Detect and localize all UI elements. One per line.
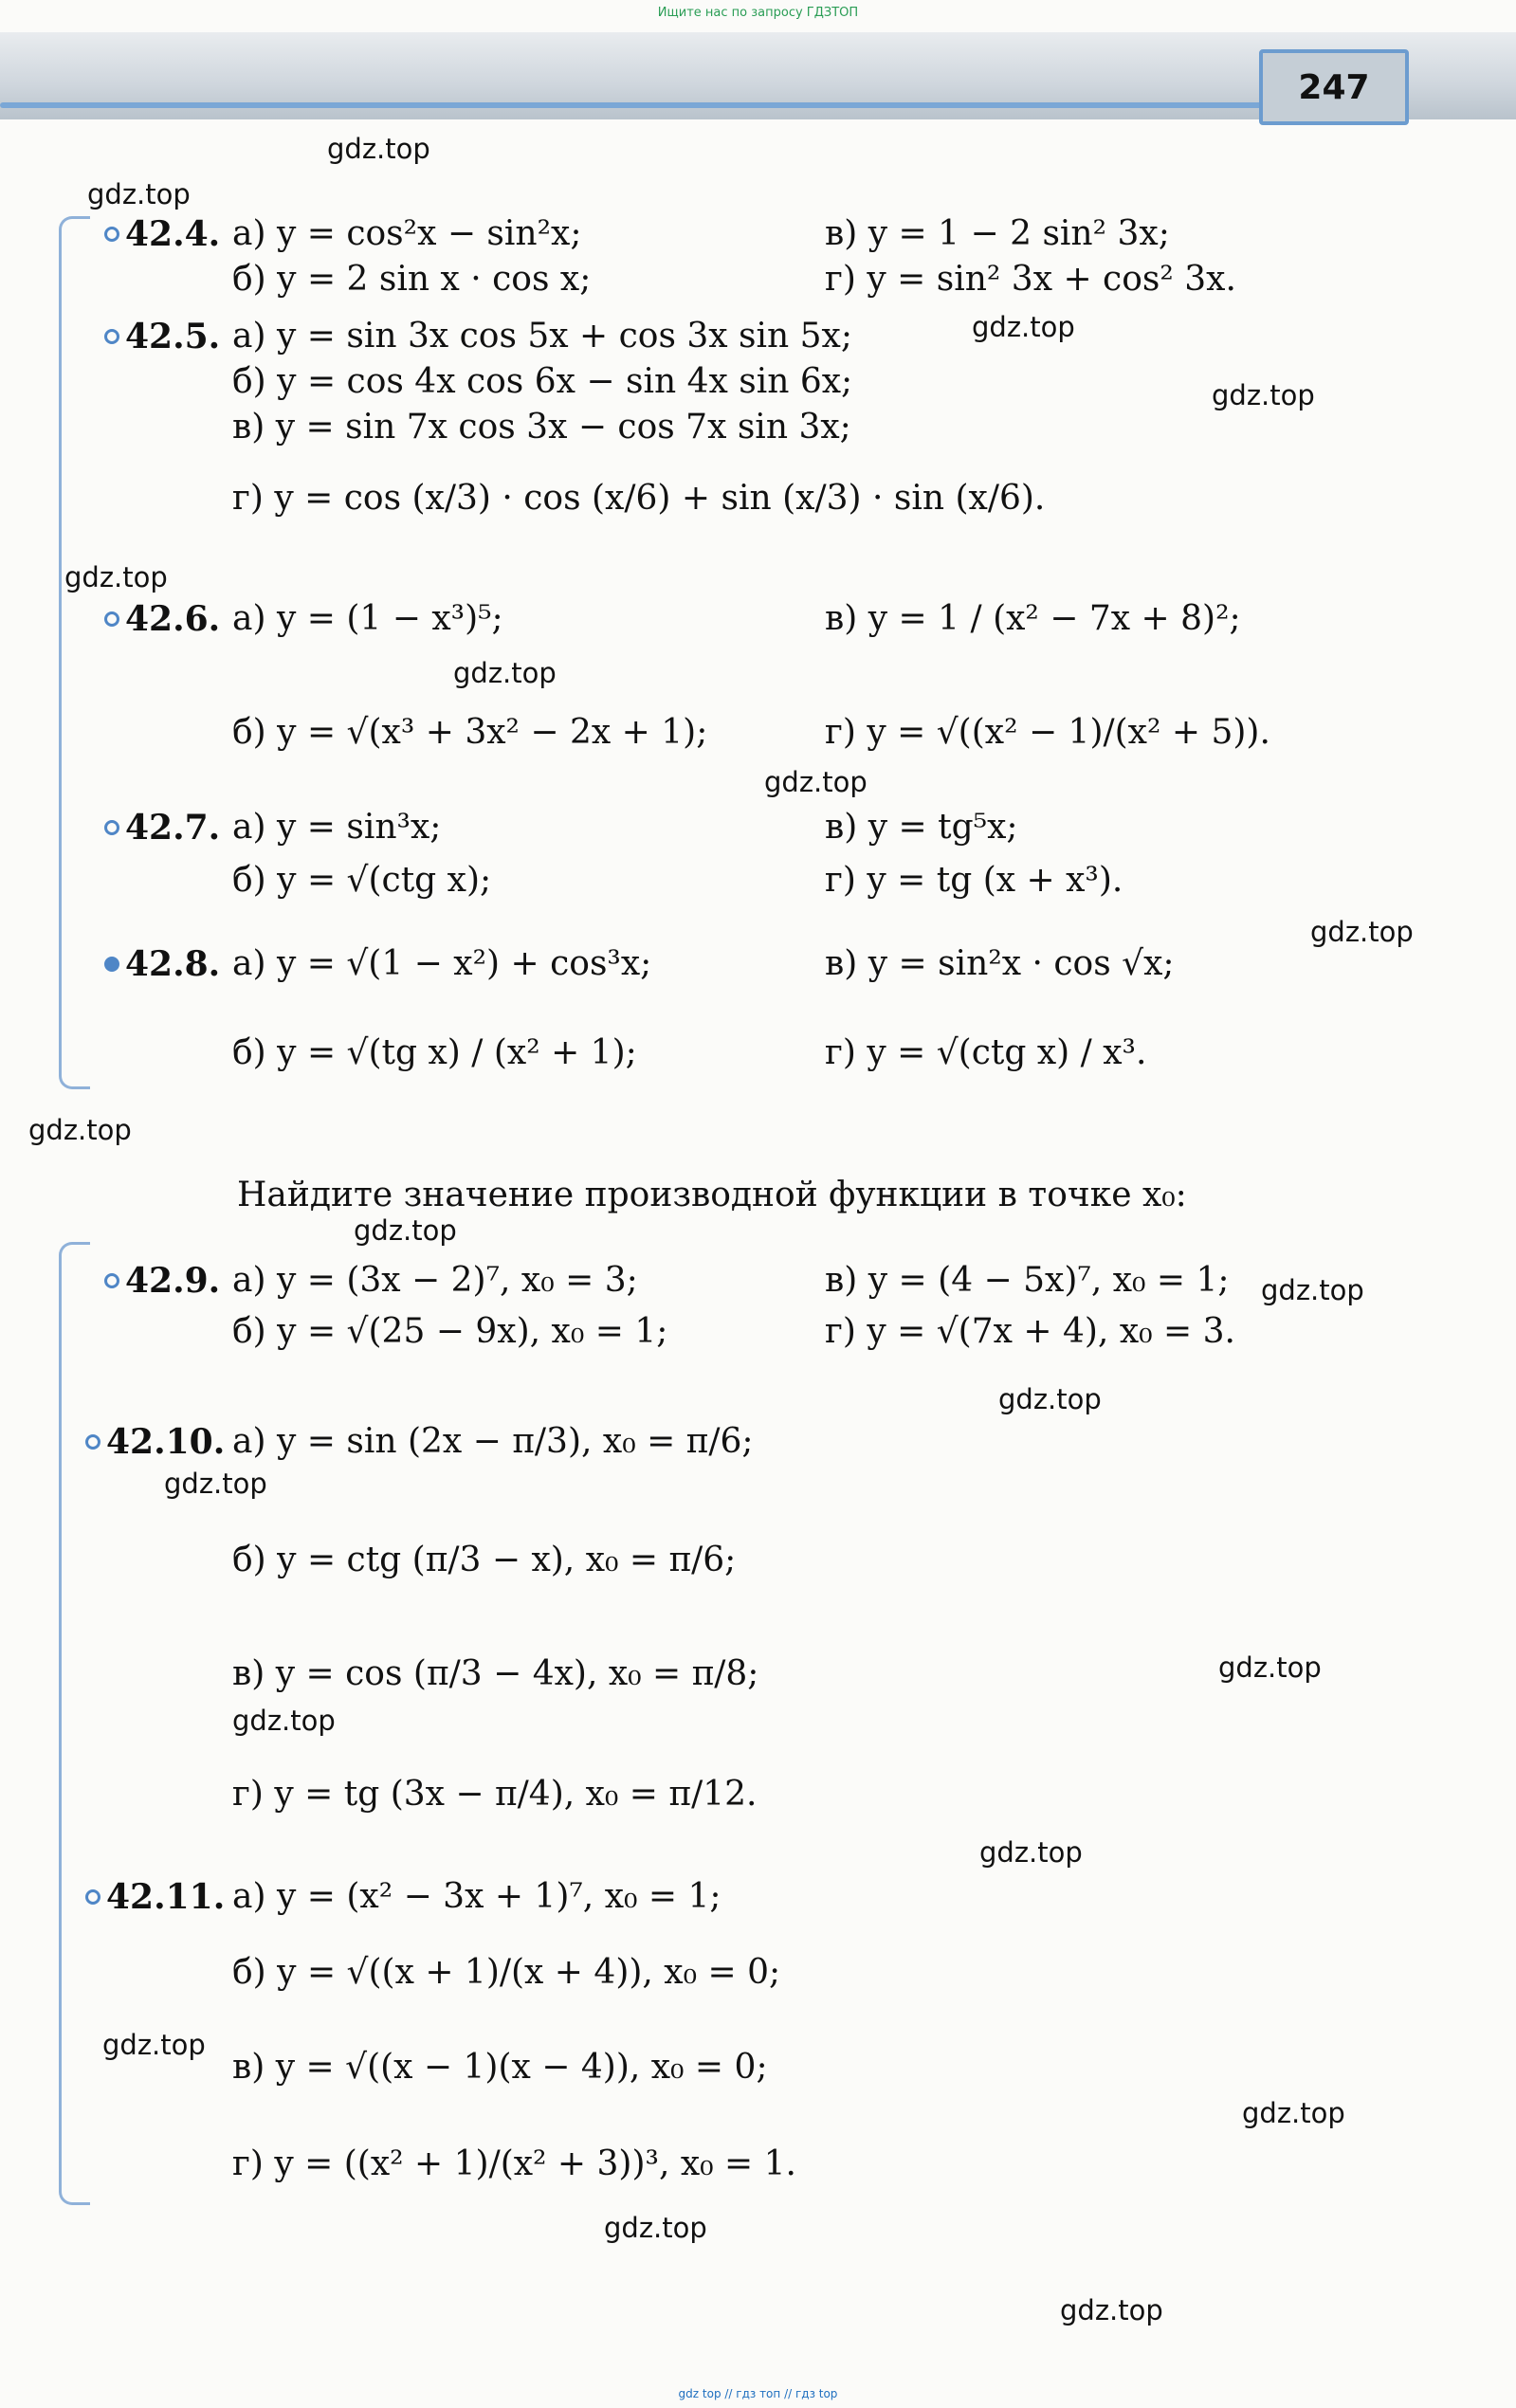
formula: г) y = √((x² − 1)/(x² + 5)). [825, 713, 1270, 752]
formula: в) y = 1 − 2 sin² 3x; [825, 214, 1170, 253]
formula: а) y = √(1 − x²) + cos³x; [232, 944, 652, 983]
watermark: gdz.top [327, 133, 430, 165]
header-accent-line [0, 102, 1270, 108]
section-bracket [59, 1242, 90, 2205]
watermark: gdz.top [354, 1214, 457, 1247]
formula: г) y = cos (x/3) · cos (x/6) + sin (x/3) · sin (x/6). [232, 479, 1046, 518]
watermark: gdz.top [64, 561, 168, 593]
watermark: gdz.top [764, 766, 868, 798]
open-circle-icon [85, 1889, 100, 1905]
watermark: gdz.top [453, 657, 557, 689]
formula: б) y = √((x + 1)/(x + 4)), x₀ = 0; [232, 1953, 781, 1992]
open-circle-icon [104, 611, 119, 627]
problem-number: 42.7. [104, 808, 220, 848]
formula: в) y = 1 / (x² − 7x + 8)²; [825, 599, 1241, 638]
section-bracket [59, 216, 90, 1089]
page-number: 247 [1259, 49, 1409, 125]
formula: в) y = sin 7x cos 3x − cos 7x sin 3x; [232, 408, 851, 447]
watermark: gdz.top [1310, 916, 1414, 948]
formula: в) y = √((x − 1)(x − 4)), x₀ = 0; [232, 2048, 768, 2087]
problem-number: 42.10. [85, 1422, 225, 1462]
problem-number: 42.5. [104, 317, 220, 356]
watermark: gdz.top [102, 2029, 206, 2061]
watermark: gdz.top [998, 1383, 1102, 1415]
formula: в) y = (4 − 5x)⁷, x₀ = 1; [825, 1261, 1230, 1300]
formula: а) y = cos²x − sin²x; [232, 214, 582, 253]
formula: б) y = √(ctg x); [232, 861, 492, 900]
formula: г) y = tg (3x − π/4), x₀ = π/12. [232, 1775, 758, 1814]
watermark: gdz.top [604, 2212, 707, 2244]
formula: а) y = (x² − 3x + 1)⁷, x₀ = 1; [232, 1877, 721, 1916]
formula: б) y = ctg (π/3 − x), x₀ = π/6; [232, 1541, 737, 1579]
formula: в) y = cos (π/3 − 4x), x₀ = π/8; [232, 1654, 759, 1693]
formula: а) y = (3x − 2)⁷, x₀ = 3; [232, 1261, 638, 1300]
open-circle-icon [104, 227, 119, 242]
open-circle-icon [85, 1434, 100, 1450]
watermark: gdz.top [1242, 2097, 1345, 2129]
problem-number: 42.6. [104, 599, 220, 639]
open-circle-icon [104, 329, 119, 344]
open-circle-icon [104, 1273, 119, 1288]
formula: г) y = √(ctg x) / x³. [825, 1033, 1147, 1072]
problem-number: 42.8. [104, 944, 220, 984]
watermark: gdz.top [1261, 1274, 1364, 1306]
formula: а) y = sin 3x cos 5x + cos 3x sin 5x; [232, 317, 852, 356]
top-note: Ищите нас по запросу ГДЗТОП [657, 6, 859, 20]
open-circle-icon [104, 820, 119, 835]
formula: а) y = (1 − x³)⁵; [232, 599, 503, 638]
formula: б) y = √(tg x) / (x² + 1); [232, 1033, 637, 1072]
bottom-note: gdz top // гдз топ // гдз top [678, 2387, 838, 2400]
formula: а) y = sin (2x − π/3), x₀ = π/6; [232, 1422, 754, 1461]
formula: г) y = sin² 3x + cos² 3x. [825, 260, 1236, 299]
filled-circle-icon [104, 957, 119, 972]
formula: в) y = tg⁵x; [825, 808, 1018, 847]
problem-number: 42.11. [85, 1877, 225, 1917]
watermark: gdz.top [979, 1836, 1083, 1869]
problem-number: 42.9. [104, 1261, 220, 1301]
formula: а) y = sin³x; [232, 808, 442, 847]
formula: б) y = 2 sin x · cos x; [232, 260, 592, 299]
watermark: gdz.top [28, 1114, 132, 1146]
watermark: gdz.top [232, 1705, 336, 1737]
formula: г) y = ((x² + 1)/(x² + 3))³, x₀ = 1. [232, 2144, 796, 2183]
formula: г) y = √(7x + 4), x₀ = 3. [825, 1312, 1235, 1351]
watermark: gdz.top [87, 178, 191, 210]
section-heading: Найдите значение производной функции в точке x₀: [237, 1176, 1187, 1214]
formula: б) y = √(x³ + 3x² − 2x + 1); [232, 713, 708, 752]
watermark: gdz.top [1212, 379, 1315, 411]
watermark: gdz.top [1060, 2294, 1163, 2326]
formula: б) y = cos 4x cos 6x − sin 4x sin 6x; [232, 362, 853, 401]
watermark: gdz.top [972, 311, 1075, 343]
formula: б) y = √(25 − 9x), x₀ = 1; [232, 1312, 668, 1351]
watermark: gdz.top [164, 1468, 267, 1500]
formula: в) y = sin²x · cos √x; [825, 944, 1175, 983]
problem-number: 42.4. [104, 214, 220, 254]
watermark: gdz.top [1218, 1651, 1322, 1684]
formula: г) y = tg (x + x³). [825, 861, 1123, 900]
